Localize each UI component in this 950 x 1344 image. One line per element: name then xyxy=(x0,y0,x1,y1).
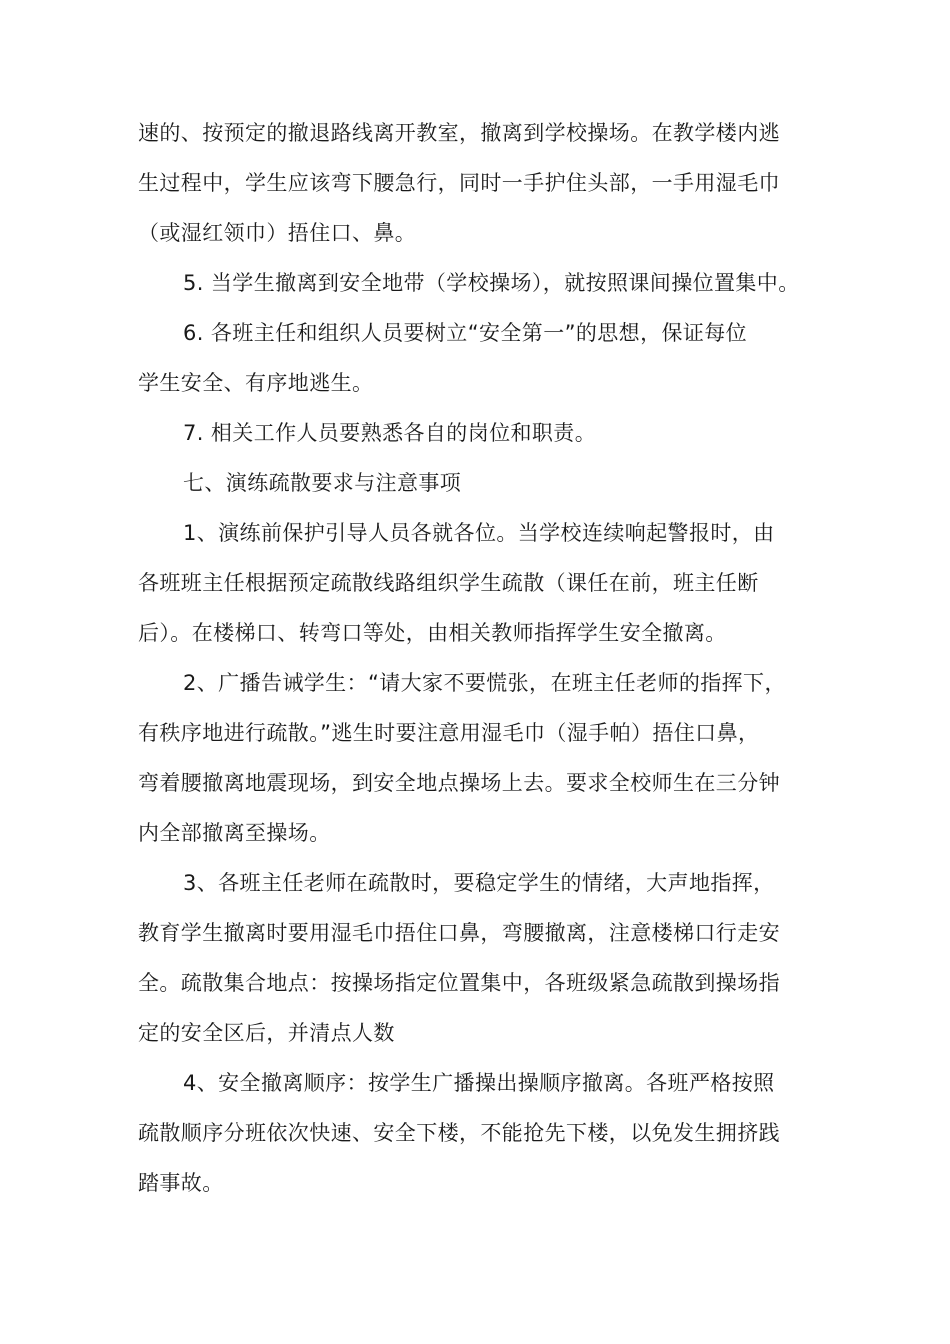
paragraph-line: 定的安全区后，并清点人数 xyxy=(138,1021,395,1045)
paragraph-line: 1、演练前保护引导人员各就各位。当学校连续响起警报时，由 xyxy=(183,521,775,545)
paragraph-line: 各班班主任根据预定疏散线路组织学生疏散（课任在前，班主任断 xyxy=(138,571,759,595)
paragraph-line: 生过程中，学生应该弯下腰急行，同时一手护住头部，一手用湿毛巾 xyxy=(138,171,780,195)
paragraph-line: 3、各班主任老师在疏散时，要稳定学生的情绪，大声地指挥， xyxy=(183,871,775,895)
paragraph-line: 有秩序地进行疏散。”逃生时要注意用湿毛巾（湿手帕）捂住口鼻， xyxy=(138,721,760,745)
paragraph-line: 5. 当学生撤离到安全地带（学校操场），就按照课间操位置集中。 xyxy=(183,271,800,295)
paragraph-line: 2、广播告诫学生：“请大家不要慌张，在班主任老师的指挥下， xyxy=(183,671,786,695)
paragraph-line: 教育学生撤离时要用湿毛巾捂住口鼻，弯腰撤离，注意楼梯口行走安 xyxy=(138,921,780,945)
paragraph-line: （或湿红领巾）捂住口、鼻。 xyxy=(138,221,417,245)
paragraph-line: 疏散顺序分班依次快速、安全下楼，不能抢先下楼，以免发生拥挤践 xyxy=(138,1121,780,1145)
paragraph-line: 后）。在楼梯口、转弯口等处，由相关教师指挥学生安全撤离。 xyxy=(138,621,727,645)
paragraph-line: 7. 相关工作人员要熟悉各自的岗位和职责。 xyxy=(183,421,597,445)
paragraph-line: 速的、按预定的撤退路线离开教室，撤离到学校操场。在教学楼内逃 xyxy=(138,121,780,145)
paragraph-line: 全。疏散集合地点：按操场指定位置集中，各班级紧急疏散到操场指 xyxy=(138,971,780,995)
paragraph-line: 内全部撤离至操场。 xyxy=(138,821,331,845)
paragraph-line: 学生安全、有序地逃生。 xyxy=(138,371,374,395)
paragraph-line: 踏事故。 xyxy=(138,1171,224,1195)
paragraph-line: 弯着腰撤离地震现场，到安全地点操场上去。要求全校师生在三分钟 xyxy=(138,771,780,795)
paragraph-line: 4、安全撤离顺序：按学生广播操出操顺序撤离。各班严格按照 xyxy=(183,1071,775,1095)
section-heading: 七、演练疏散要求与注意事项 xyxy=(183,471,462,495)
paragraph-line: 6. 各班主任和组织人员要树立“安全第一”的思想，保证每位 xyxy=(183,321,748,345)
